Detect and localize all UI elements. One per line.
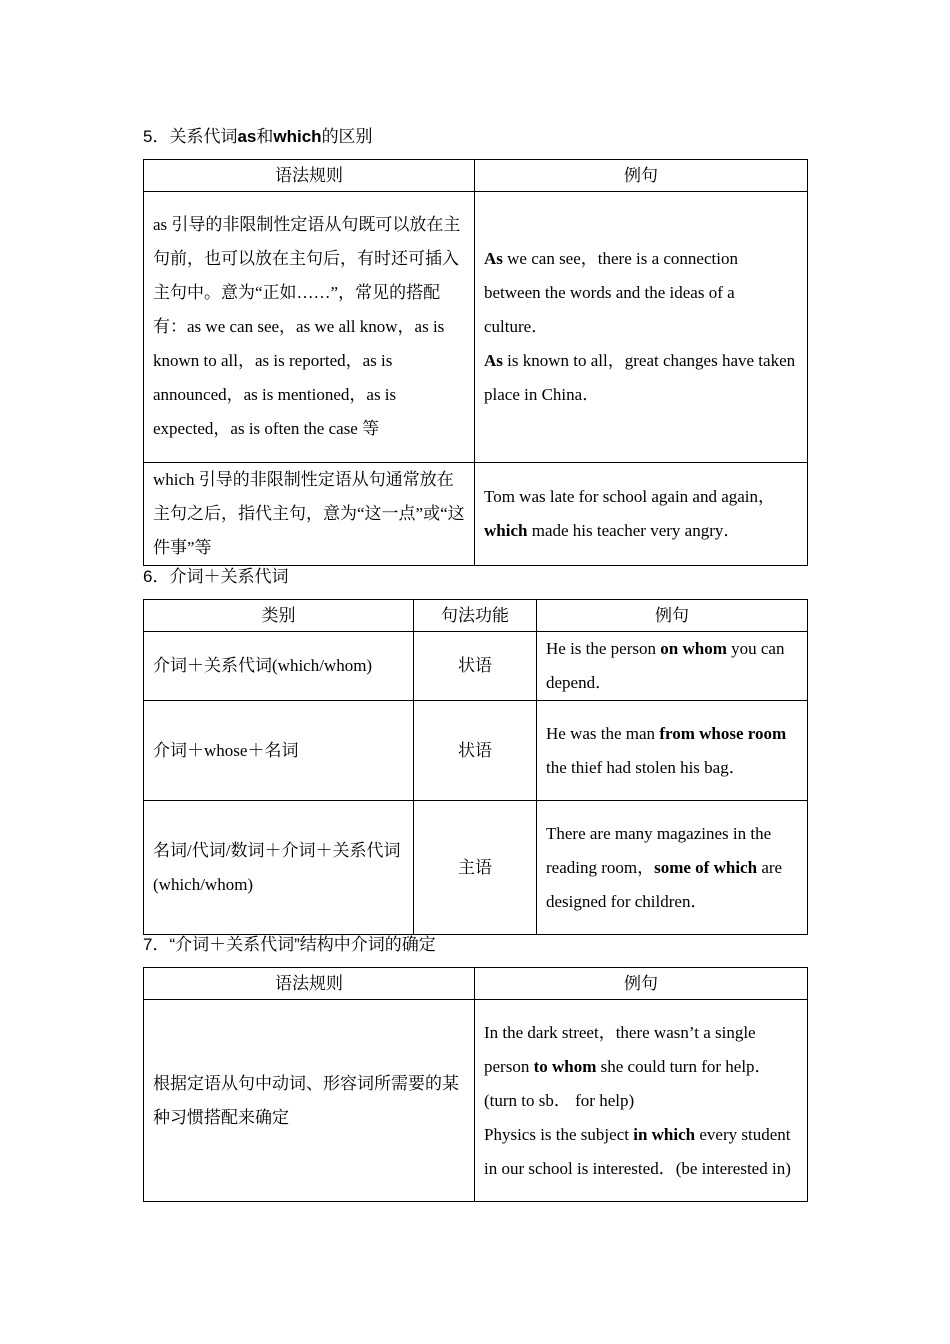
table-header-row bbox=[144, 600, 808, 632]
table-header-row bbox=[144, 160, 808, 192]
example-cell: He was the man from whose room the thief had stolen his bag． bbox=[537, 701, 808, 801]
table-row bbox=[144, 801, 808, 935]
function-cell: 主语 bbox=[414, 801, 537, 935]
example-cell bbox=[475, 1000, 808, 1202]
column-header: 语法规则 bbox=[144, 968, 475, 1000]
table-row bbox=[144, 632, 808, 701]
table-row bbox=[144, 192, 808, 463]
column-header: 例句 bbox=[475, 968, 808, 1000]
table-row bbox=[144, 701, 808, 801]
function-cell: 状语 bbox=[414, 632, 537, 701]
example-cell: Tom was late for school again and again，which made his teacher very angry． bbox=[475, 463, 808, 566]
function-cell: 状语 bbox=[414, 701, 537, 801]
example-cell: There are many magazines in the reading room，some of which are designed for children． bbox=[537, 801, 808, 935]
column-header: 语法规则 bbox=[144, 160, 475, 192]
column-header: 类别 bbox=[144, 600, 414, 632]
table-row bbox=[144, 463, 808, 566]
rule-cell: 根据定语从句中动词、形容词所需要的某种习惯搭配来确定 bbox=[144, 1000, 475, 1202]
section-7-heading: 7．“介词＋关系代词”结构中介词的确定 bbox=[143, 935, 436, 954]
rule-cell: as 引导的非限制性定语从句既可以放在主句前，也可以放在主句后，有时还可插入主句中。意为“正如……”，常见的搭配有：as we can see，as we all know，as is known to all，as is reported，as is announced，as is mentioned，as is expected，as is often the case 等 bbox=[144, 192, 475, 463]
section-number: 6 bbox=[143, 567, 153, 586]
example-cell bbox=[475, 192, 808, 463]
section-number: 5 bbox=[143, 127, 153, 146]
column-header: 例句 bbox=[475, 160, 808, 192]
section-6-heading: 6．介词＋关系代词 bbox=[143, 567, 289, 586]
example-sentence: As we can see，there is a connection between the words and the ideas of a culture． bbox=[484, 249, 738, 336]
preposition-relative-pronoun-table bbox=[143, 599, 808, 935]
as-which-table bbox=[143, 159, 808, 566]
rule-cell: which 引导的非限制性定语从句通常放在主句之后，指代主句，意为“这一点”或“这件事”等 bbox=[144, 463, 475, 566]
example-sentence: Physics is the subject in which every student in our school is interested．(be interested in) bbox=[484, 1124, 791, 1178]
example-cell: He is the person on whom you can depend． bbox=[537, 632, 808, 701]
column-header: 例句 bbox=[537, 600, 808, 632]
example-sentence: In the dark street，there wasn’t a single person to whom she could turn for help．(turn to sb． for help) bbox=[484, 1022, 772, 1110]
section-number: 7 bbox=[143, 935, 153, 954]
column-header: 句法功能 bbox=[414, 600, 537, 632]
table-row bbox=[144, 1000, 808, 1202]
category-cell: 介词＋关系代词(which/whom) bbox=[144, 632, 414, 701]
section-5-heading: 5．关系代词as和which的区别 bbox=[143, 127, 373, 146]
preposition-determination-table bbox=[143, 967, 808, 1202]
example-sentence: As is known to all，great changes have taken place in China． bbox=[484, 351, 796, 404]
table-header-row bbox=[144, 968, 808, 1000]
category-cell: 名词/代词/数词＋介词＋关系代词(which/whom) bbox=[144, 801, 414, 935]
category-cell: 介词＋whose＋名词 bbox=[144, 701, 414, 801]
